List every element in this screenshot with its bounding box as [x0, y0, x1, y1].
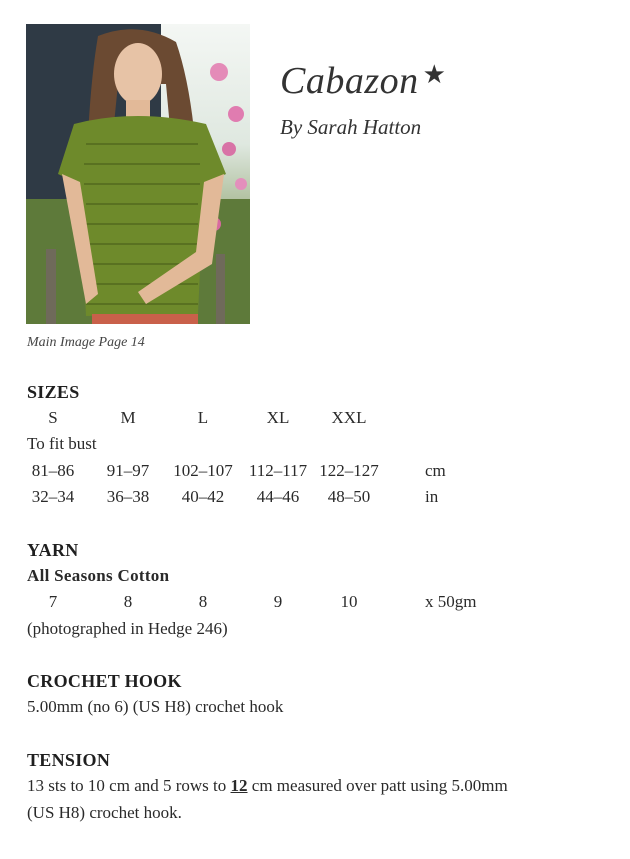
tension-line-2: (US H8) crochet hook.: [27, 803, 182, 822]
bust-in-value: 32–34: [31, 487, 75, 506]
yarn-photographed-note: (photographed in Hedge 246): [27, 619, 228, 638]
flower-2: [228, 106, 244, 122]
bust-in-value: 48–50: [327, 487, 371, 506]
yarn-quantity-row: [0, 592, 630, 614]
pattern-title: [280, 62, 446, 100]
flower-4: [235, 178, 247, 190]
tension-text-post: cm measured over patt using 5.00mm: [247, 776, 508, 795]
yarn-heading: YARN: [27, 540, 79, 560]
bust-in-value: 36–38: [106, 487, 150, 506]
tension-heading: TENSION: [27, 750, 111, 770]
yarn-unit: x 50gm: [425, 592, 477, 611]
sizes-heading: SIZES: [27, 382, 80, 402]
tension-line-1: [27, 776, 508, 796]
size-label: XL: [266, 408, 290, 427]
skirt: [92, 314, 198, 324]
unit-in: in: [425, 487, 439, 506]
unit-cm: cm: [425, 461, 446, 480]
crochet-hook-heading: CROCHET HOOK: [27, 671, 182, 691]
size-label: M: [120, 408, 136, 427]
bust-cm-value: 122–127: [319, 461, 379, 480]
bust-in-value: 44–46: [256, 487, 300, 506]
size-label: L: [197, 408, 209, 427]
fence-post-1: [46, 249, 56, 324]
bust-cm-value: 112–117: [248, 461, 308, 480]
flower-3: [222, 142, 236, 156]
face: [114, 43, 162, 105]
model-photo: [26, 24, 250, 324]
bust-in-value: 40–42: [181, 487, 225, 506]
yarn-quantity: 8: [123, 592, 133, 611]
pattern-title-text: Cabazon: [280, 60, 419, 102]
size-labels-row: [0, 408, 630, 430]
tension-text-pre: 13 sts to 10 cm and 5 rows to: [27, 776, 231, 795]
fence-post-2: [216, 254, 225, 324]
size-label: XXL: [331, 408, 367, 427]
tension-rows-cm: 12: [230, 776, 248, 795]
bust-cm-value: 91–97: [106, 461, 150, 480]
model-illustration: [26, 24, 250, 324]
difficulty-star-icon: ★: [422, 60, 447, 89]
size-label: S: [48, 408, 58, 427]
flower-1: [210, 63, 228, 81]
bust-cm-value: 81–86: [31, 461, 75, 480]
fit-bust-label: To fit bust: [27, 434, 97, 453]
yarn-name: All Seasons Cotton: [27, 566, 170, 585]
yarn-quantity: 9: [273, 592, 283, 611]
image-caption: Main Image Page 14: [27, 335, 145, 350]
bust-cm-row: [0, 461, 630, 483]
yarn-quantity: 10: [340, 592, 358, 611]
yarn-quantity: 7: [48, 592, 58, 611]
crochet-hook-text: 5.00mm (no 6) (US H8) crochet hook: [27, 697, 284, 716]
yarn-quantity: 8: [198, 592, 208, 611]
bust-cm-value: 102–107: [173, 461, 233, 480]
author-byline: By Sarah Hatton: [280, 115, 422, 139]
bust-in-row: [0, 487, 630, 509]
